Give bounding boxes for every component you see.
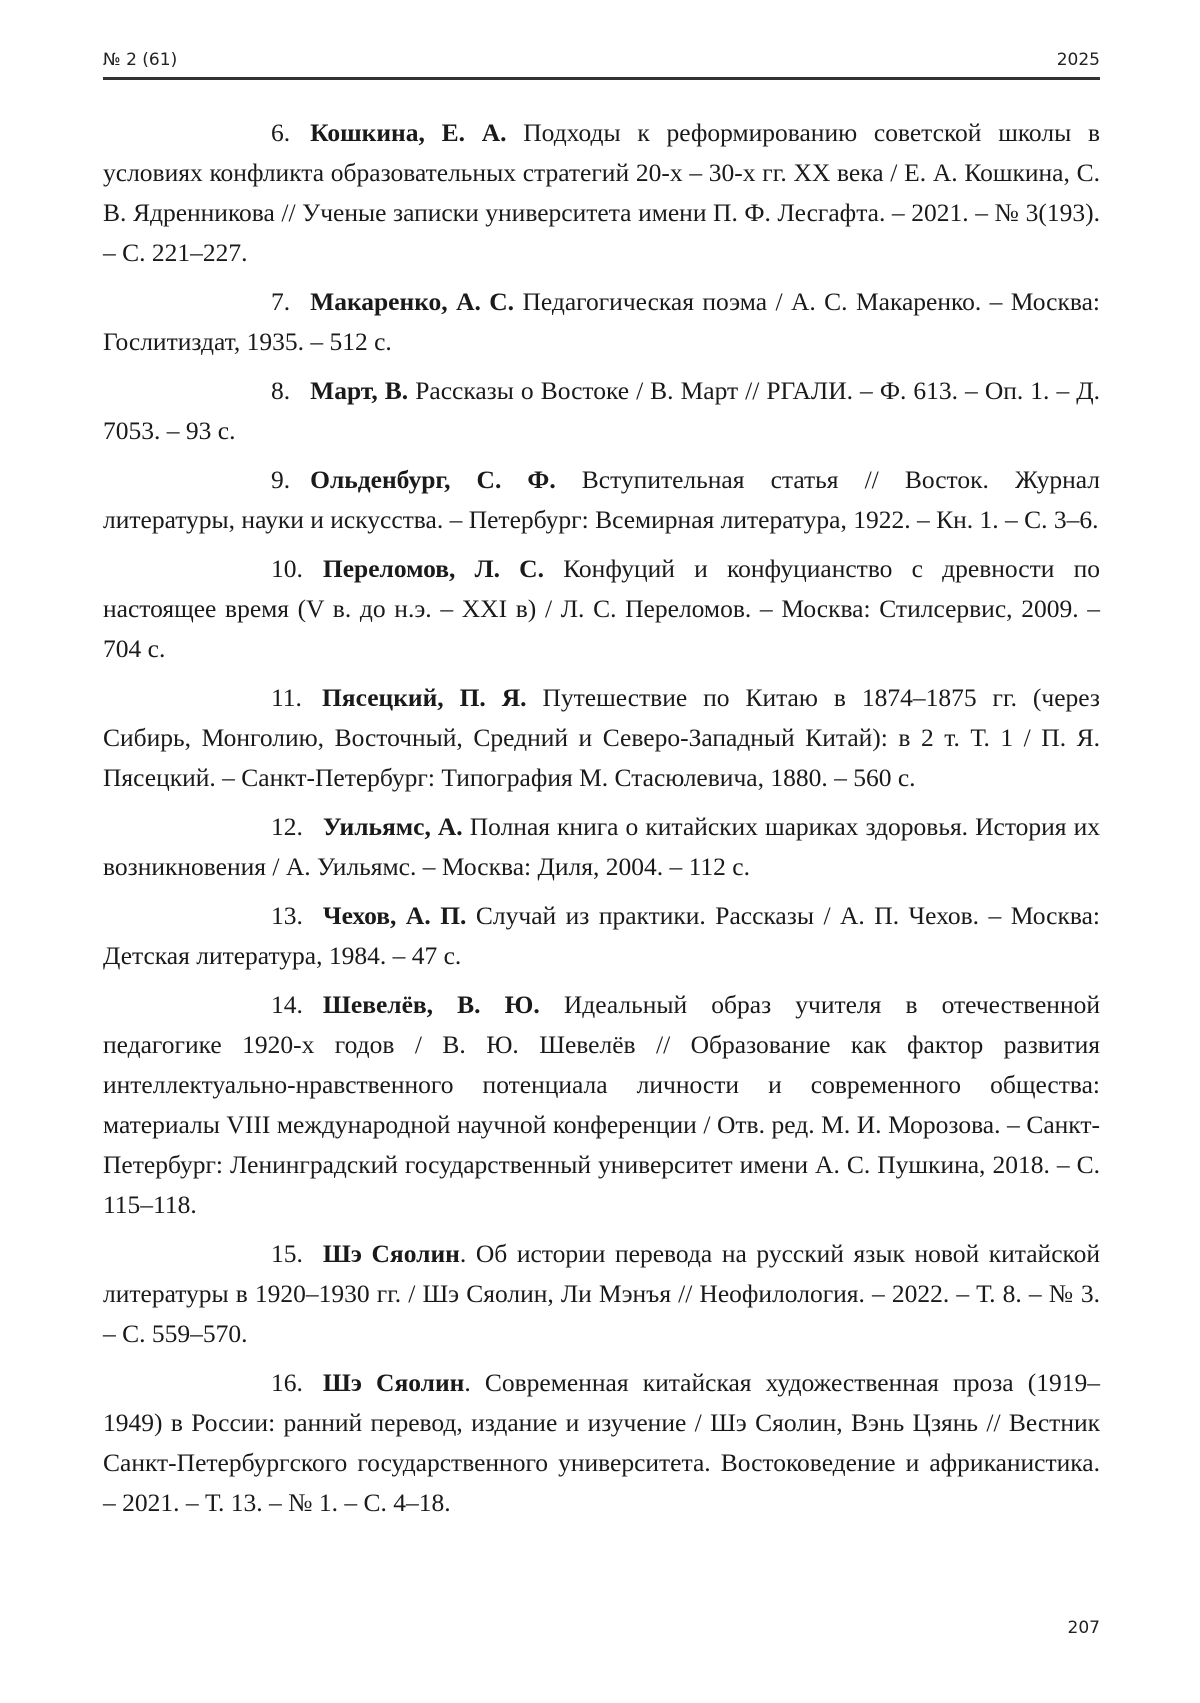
reference-author: Уильямс, А. <box>322 812 463 841</box>
reference-text: Полная книга о китайских шариках здоровья. История их возникновения / А. Уильямс. – Москва: Диля, 2004. – 112 с. <box>103 812 1100 881</box>
reference-text: Случай из практики. Рассказы / А. П. Чехов. – Москва: Детская литература, 1984. – 47 с. <box>103 901 1100 970</box>
reference-author: Ольденбург, С. Ф. <box>310 465 556 494</box>
reference-item <box>103 371 1100 451</box>
reference-author: Переломов, Л. С. <box>322 554 544 583</box>
reference-text: Путешествие по Китаю в 1874–1875 гг. (через Сибирь, Монголию, Восточный, Средний и Северо-Западный Китай): в 2 т. Т. 1 / П. Я. Пясецкий. – Санкт-Петербург: Типография М. Стасюлевича, 1880. – 560 с. <box>103 683 1100 792</box>
reference-item <box>103 549 1100 669</box>
reference-item <box>103 460 1100 540</box>
reference-item <box>103 113 1100 273</box>
reference-text: Рассказы о Востоке / В. Март // РГАЛИ. – Ф. 613. – Оп. 1. – Д. 7053. – 93 с. <box>103 376 1100 445</box>
header-rule <box>103 77 1100 80</box>
reference-author: Пясецкий, П. Я. <box>321 683 527 712</box>
reference-number: 16. <box>271 1368 303 1397</box>
reference-number: 8. <box>271 376 291 405</box>
reference-item <box>103 807 1100 887</box>
page-number: 207 <box>1067 1618 1100 1638</box>
reference-text: Вступительная статья // Восток. Журнал литературы, науки и искусства. – Петербург: Всемирная литература, 1922. – Кн. 1. – С. 3–6. <box>103 465 1100 534</box>
reference-number: 11. <box>271 683 302 712</box>
reference-list <box>103 113 1100 1532</box>
reference-author: Макаренко, А. С. <box>310 287 515 316</box>
reference-author: Шэ Сяолин <box>322 1239 460 1268</box>
reference-text: Подходы к реформированию советской школы в условиях конфликта образовательных стратегий 20-х – 30-х гг. XX века / Е. А. Кошкина, С. В. Ядренникова // Ученые записки университета имени П. Ф. Лесгафта. – 2021. – № 3(193). – С. 221–227. <box>103 118 1100 267</box>
reference-item <box>103 282 1100 362</box>
reference-item <box>103 678 1100 798</box>
reference-item <box>103 1234 1100 1354</box>
reference-text: . Современная китайская художественная проза (1919–1949) в России: ранний перевод, издание и изучение / Шэ Сяолин, Вэнь Цзянь // Вестник Санкт-Петербургского государственного университета. Востоковедение и африканистика. – 2021. – Т. 13. – № 1. – С. 4–18. <box>103 1368 1100 1517</box>
reference-text: Идеальный образ учителя в отечественной педагогике 1920-х годов / В. Ю. Шевелёв // Образование как фактор развития интеллектуально-нравственного потенциала личности и современного общества: материалы VIII международной научной конференции / Отв. ред. М. И. Морозова. – Санкт-Петербург: Ленинградский государственный университет имени А. С. Пушкина, 2018. – С. 115–118. <box>103 990 1100 1219</box>
reference-number: 15. <box>271 1239 303 1268</box>
reference-author: Чехов, А. П. <box>322 901 467 930</box>
reference-author: Шевелёв, В. Ю. <box>322 990 540 1019</box>
reference-number: 7. <box>271 287 291 316</box>
reference-item <box>103 896 1100 976</box>
reference-item <box>103 985 1100 1225</box>
reference-number: 12. <box>271 812 303 841</box>
issue-number: № 2 (61) <box>103 50 178 70</box>
reference-author: Кошкина, Е. А. <box>310 118 507 147</box>
reference-item <box>103 1363 1100 1523</box>
reference-number: 9. <box>271 465 291 494</box>
reference-author: Шэ Сяолин <box>322 1368 465 1397</box>
reference-author: Март, В. <box>310 376 409 405</box>
reference-number: 13. <box>271 901 303 930</box>
reference-text: Педагогическая поэма / А. С. Макаренко. – Москва: Гослитиздат, 1935. – 512 с. <box>103 287 1100 356</box>
year: 2025 <box>1056 50 1100 70</box>
reference-number: 14. <box>271 990 303 1019</box>
reference-text: Конфуций и конфуцианство с древности по настоящее время (V в. до н.э. – XXI в) / Л. С. Переломов. – Москва: Стилсервис, 2009. – 704 с. <box>103 554 1100 663</box>
reference-number: 6. <box>271 118 291 147</box>
reference-number: 10. <box>271 554 303 583</box>
reference-text: . Об истории перевода на русский язык новой китайской литературы в 1920–1930 гг. / Шэ Сяолин, Ли Мэнъя // Неофилология. – 2022. – Т. 8. – № 3. – С. 559–570. <box>103 1239 1101 1348</box>
running-header <box>103 48 1100 78</box>
